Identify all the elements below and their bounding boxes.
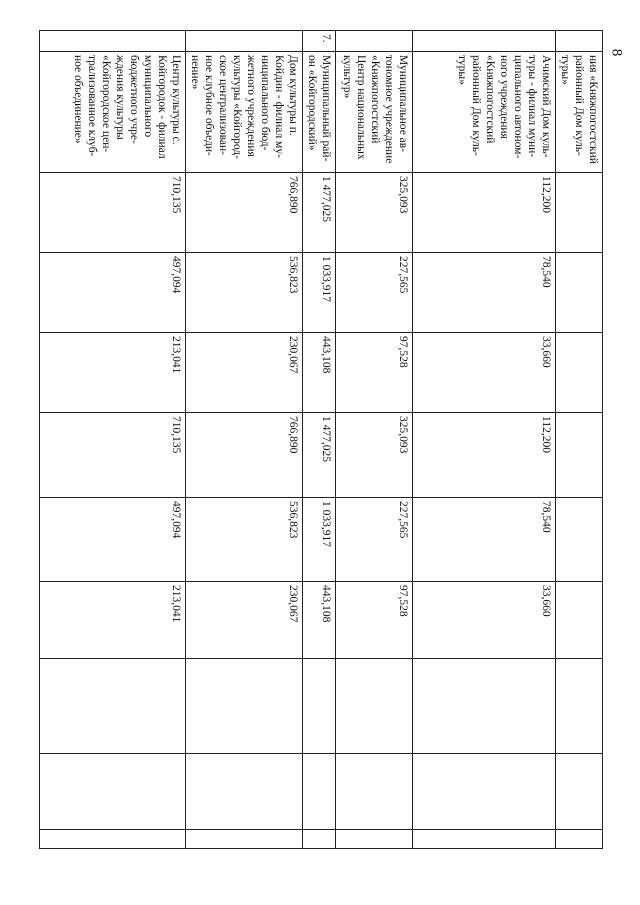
value-cell: 112,200 bbox=[413, 173, 556, 253]
value-cell: 443,108 bbox=[303, 582, 336, 659]
table-row bbox=[556, 31, 603, 849]
value-cell bbox=[556, 582, 603, 659]
value-cell bbox=[303, 659, 336, 754]
row-index-cell: 7. bbox=[303, 31, 336, 52]
institution-name-cell: Центр культуры с. Койгородок - филиал муниципального бюджетного учре-ждения культуры «Койгородское цен-трализованное клуб-ное объединение» bbox=[40, 52, 186, 173]
value-cell bbox=[413, 659, 556, 754]
institution-name-cell: Ачимский Дом куль-туры - филиал муни-ципального автоном-ного учреждения «Княжпогостский районный Дом куль-туры» bbox=[413, 52, 556, 173]
table-row bbox=[303, 31, 336, 849]
value-cell: 1 477,025 bbox=[303, 173, 336, 253]
value-cell: 536,823 bbox=[186, 498, 303, 582]
value-cell: 325,093 bbox=[336, 413, 413, 498]
value-cell: 227,565 bbox=[336, 253, 413, 333]
row-index-cell bbox=[413, 31, 556, 52]
value-cell: 710,135 bbox=[40, 173, 186, 253]
value-cell: 213,041 bbox=[40, 582, 186, 659]
value-cell bbox=[413, 754, 556, 830]
row-index-cell bbox=[556, 31, 603, 52]
value-cell bbox=[556, 173, 603, 253]
value-cell: 536,823 bbox=[186, 253, 303, 333]
page-number: 8 bbox=[608, 48, 625, 57]
value-cell bbox=[556, 659, 603, 754]
row-index-cell bbox=[336, 31, 413, 52]
value-cell: 766,890 bbox=[186, 173, 303, 253]
table-container bbox=[54, 30, 603, 848]
value-cell: 213,041 bbox=[40, 333, 186, 413]
value-cell bbox=[303, 830, 336, 849]
value-cell bbox=[556, 498, 603, 582]
row-index-cell bbox=[40, 31, 186, 52]
institution-name-cell: ния «Княжпогостский районный Дом куль-туры» bbox=[556, 52, 603, 173]
value-cell bbox=[40, 754, 186, 830]
table-row bbox=[336, 31, 413, 849]
institution-name-cell: Дом культуры п. Койдин - филиал му-ниципального бюд-жетного учреждения культуры «Койгород-ское централизован-ное клубное объеди-нение» bbox=[186, 52, 303, 173]
value-cell: 1 033,917 bbox=[303, 253, 336, 333]
value-cell bbox=[186, 754, 303, 830]
value-cell: 230,067 bbox=[186, 333, 303, 413]
value-cell: 710,135 bbox=[40, 413, 186, 498]
value-cell: 112,200 bbox=[413, 413, 556, 498]
value-cell bbox=[556, 253, 603, 333]
value-cell: 443,108 bbox=[303, 333, 336, 413]
value-cell bbox=[556, 754, 603, 830]
value-cell bbox=[40, 830, 186, 849]
table-row bbox=[186, 31, 303, 849]
value-cell bbox=[556, 333, 603, 413]
budget-table bbox=[39, 30, 603, 849]
value-cell: 230,067 bbox=[186, 582, 303, 659]
value-cell: 766,890 bbox=[186, 413, 303, 498]
institution-name-cell: Муниципальное ав-тономное учреждение «Княжпогостский Центр национальных культур» bbox=[336, 52, 413, 173]
table-row bbox=[413, 31, 556, 849]
value-cell: 1 477,025 bbox=[303, 413, 336, 498]
value-cell: 497,094 bbox=[40, 498, 186, 582]
value-cell: 33,660 bbox=[413, 333, 556, 413]
table-body bbox=[40, 31, 603, 849]
value-cell: 97,528 bbox=[336, 333, 413, 413]
institution-name-cell: Муниципальный рай-он «Койгородский» bbox=[303, 52, 336, 173]
value-cell: 1 033,917 bbox=[303, 498, 336, 582]
value-cell: 325,093 bbox=[336, 173, 413, 253]
table-row bbox=[40, 31, 186, 849]
value-cell bbox=[336, 754, 413, 830]
value-cell: 97,528 bbox=[336, 582, 413, 659]
value-cell: 227,565 bbox=[336, 498, 413, 582]
value-cell bbox=[556, 413, 603, 498]
value-cell: 33,660 bbox=[413, 582, 556, 659]
value-cell bbox=[336, 830, 413, 849]
value-cell bbox=[556, 830, 603, 849]
value-cell: 497,094 bbox=[40, 253, 186, 333]
row-index-cell bbox=[186, 31, 303, 52]
value-cell: 78,540 bbox=[413, 498, 556, 582]
value-cell: 78,540 bbox=[413, 253, 556, 333]
value-cell bbox=[40, 659, 186, 754]
value-cell bbox=[186, 659, 303, 754]
value-cell bbox=[186, 830, 303, 849]
value-cell bbox=[413, 830, 556, 849]
value-cell bbox=[336, 659, 413, 754]
value-cell bbox=[303, 754, 336, 830]
